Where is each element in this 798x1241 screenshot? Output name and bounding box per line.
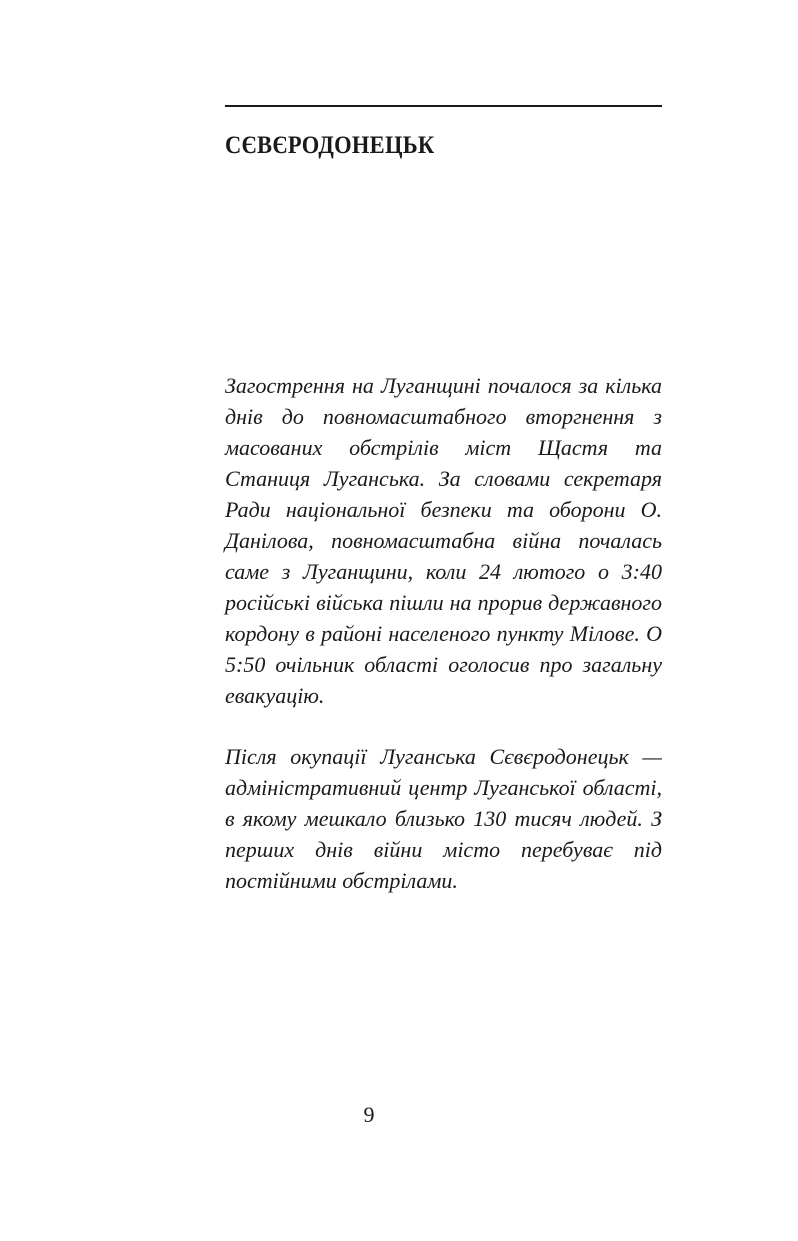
body-paragraph-2: Після окупації Луганська Сєвєродонецьк — адміністративний центр Луганської області, в якому мешкало близько 130 тисяч людей. З перших днів війни місто перебуває під постійними обстрілами. [225,744,662,893]
page-number: 9 [363,1102,375,1127]
chapter-title: СЄВЄРОДОНЕЦЬК [225,132,435,159]
header-rule [225,105,662,107]
body-paragraph-1: Загострення на Луганщині почалося за кілька днів до повномасштабного вторгнення з масованих обстрілів міст Щастя та Станиця Луганська. За словами секретаря Ради національної безпеки та оборони О. Данілова, повномасштабна війна почалась саме з Луганщини, коли 24 лютого о 3:40 російські війська пішли на прорив державного кордону в районі населеного пункту Мілове. О 5:50 очільник області оголосив про загальну евакуацію. [225,373,662,708]
